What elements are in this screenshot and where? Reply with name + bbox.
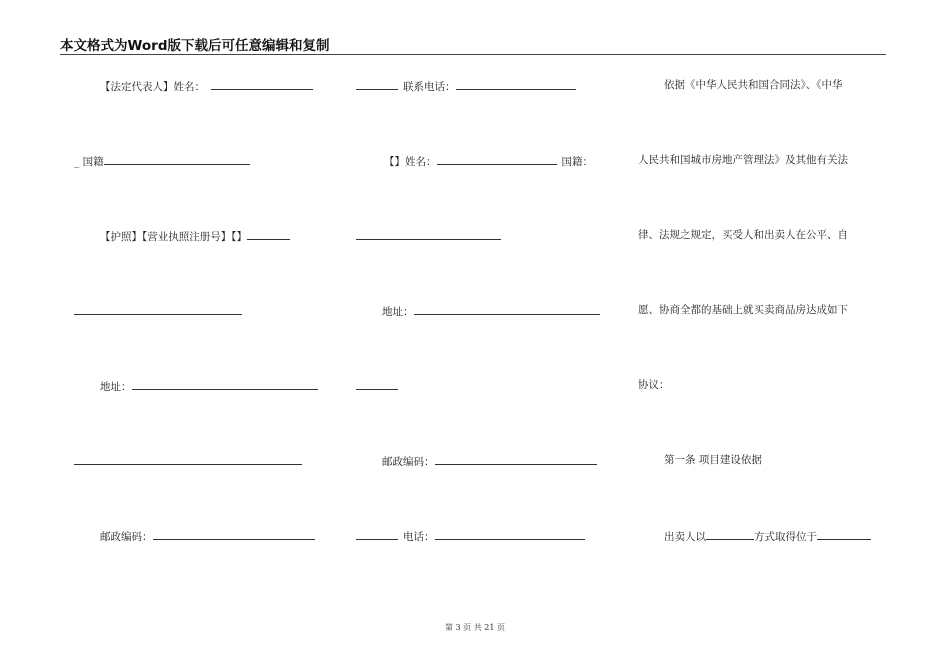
postcode2-line (356, 451, 606, 469)
address2-label: 地址： (382, 306, 414, 318)
continuation-blank-2[interactable] (74, 451, 302, 465)
seller-land-label: 出卖人以 (664, 531, 706, 543)
column-2 (356, 62, 606, 582)
article-1-heading: 第一条 项目建设依据 (664, 454, 762, 466)
preamble-line-1 (638, 76, 888, 94)
blank-line-3 (356, 226, 606, 244)
preamble-line-3 (638, 226, 888, 244)
preamble-line-2 (638, 151, 888, 169)
agent-name-label: 【】姓名： (384, 156, 437, 168)
preamble-text-4: 愿、协商全都的基础上就买卖商品房达成如下 (638, 304, 848, 316)
agent-name-line (356, 151, 606, 169)
postcode-label: 邮政编码： (100, 531, 153, 543)
article-1-heading-line (638, 451, 888, 469)
address-label: 地址： (100, 381, 132, 393)
continuation-blank-1[interactable] (74, 301, 242, 315)
phone-label: 电话： (403, 531, 435, 543)
license-line (74, 226, 324, 244)
contact-phone-line (356, 76, 606, 94)
address2-line (356, 301, 606, 319)
preamble-text-5: 协议： (638, 379, 670, 391)
located-at-label: 方式取得位于 (754, 531, 817, 543)
legal-rep-name-line (74, 76, 324, 94)
column-3 (638, 62, 888, 582)
nationality-label: _ 国籍 (74, 156, 104, 168)
nationality-blank[interactable] (104, 151, 250, 165)
continuation-blank-4[interactable] (356, 376, 398, 390)
preamble-text-3: 律、法规之规定，买受人和出卖人在公平、自 (638, 229, 848, 241)
contact-phone-blank[interactable] (456, 76, 576, 90)
postcode-line (74, 526, 324, 544)
page-header (60, 34, 886, 55)
contact-lead-blank[interactable] (356, 76, 398, 90)
postcode-blank[interactable] (153, 526, 315, 540)
phone-blank[interactable] (435, 526, 585, 540)
phone-lead-blank[interactable] (356, 526, 398, 540)
location-blank[interactable] (817, 526, 871, 540)
blank-line-1 (74, 301, 324, 319)
address-line (74, 376, 324, 394)
agent-nationality-label: 国籍： (561, 156, 593, 168)
column-1 (74, 62, 324, 582)
header-title: 本文格式为Word版下载后可任意编辑和复制 (60, 38, 330, 54)
preamble-line-4 (638, 301, 888, 319)
blank-line-2 (74, 451, 324, 469)
license-blank[interactable] (247, 226, 290, 240)
preamble-text-1: 依据《中华人民共和国合同法》、《中华 (664, 79, 843, 91)
contact-phone-label: 联系电话： (403, 81, 456, 93)
continuation-blank-3[interactable] (356, 226, 501, 240)
preamble-line-5 (638, 376, 888, 394)
seller-land-line (638, 526, 888, 544)
postcode2-label: 邮政编码： (382, 456, 435, 468)
license-label: 【护照】【营业执照注册号】【】 (100, 231, 247, 243)
address-blank[interactable] (132, 376, 318, 390)
agent-name-blank[interactable] (437, 151, 557, 165)
postcode2-blank[interactable] (435, 451, 597, 465)
phone-line (356, 526, 606, 544)
land-method-blank[interactable] (706, 526, 754, 540)
preamble-text-2: 人民共和国城市房地产管理法》及其他有关法 (638, 154, 848, 166)
nationality-line (74, 151, 324, 169)
address2-blank[interactable] (414, 301, 600, 315)
legal-rep-name-label: 【法定代表人】姓名： (100, 81, 205, 93)
legal-rep-name-blank[interactable] (211, 76, 313, 90)
page-footer: 第 3 页 共 21 页 (445, 623, 505, 632)
blank-line-4 (356, 376, 606, 394)
